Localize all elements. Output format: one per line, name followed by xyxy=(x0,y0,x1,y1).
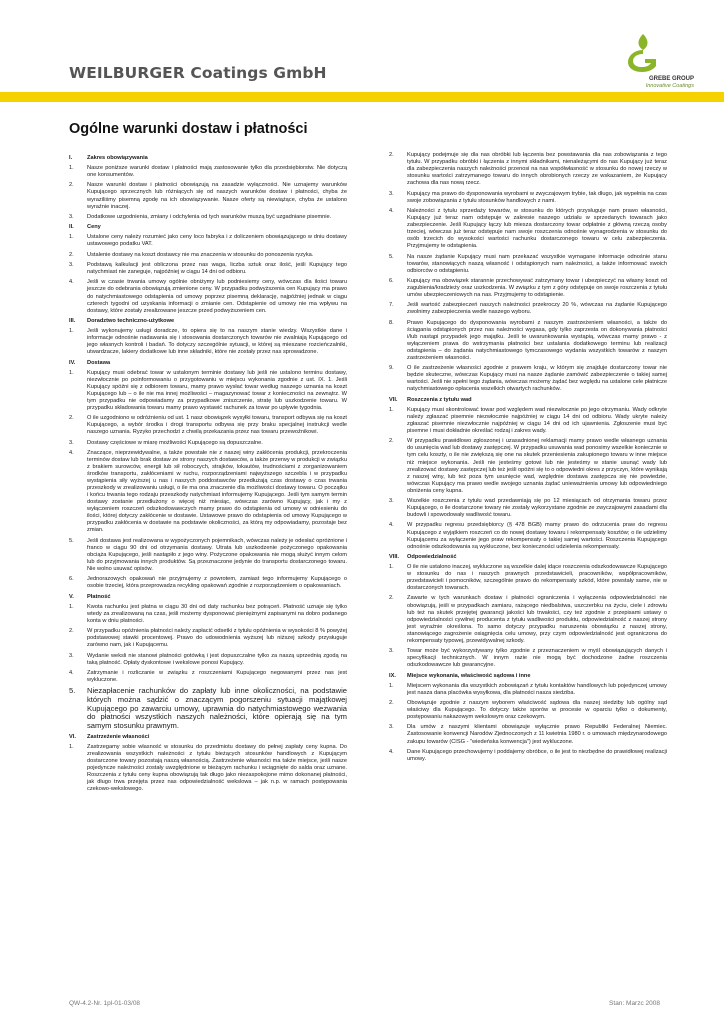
clause-number: 3. xyxy=(69,262,74,269)
clause-number: 2. xyxy=(389,699,394,706)
section-title: Dostawa xyxy=(87,359,111,366)
clause-number: 2. xyxy=(389,152,394,158)
clause-item xyxy=(389,648,667,669)
clause-text: Znaczące, nieprzewidywalne, a także powstałe nie z naszej winy zakłócenia produkcji, przekroczenia terminów dostaw lub brak dostaw ze strony naszych dostawców, a także przerwy w produkcji w związku z brakiem surowców, energii lub sił roboczych, strajków, lokautów, trudnościami z zorganizowaniem środków transportu, zakłóceniami w ruchu, rozporządzeniami najwyższego szczebla i w przypadku wystąpienia siły wyższej u nas i naszych poddostawców przedłużają czas dostawy o czas trwania przeszkody w zrealizowaniu usługi, o ile ma ona znaczenie dla możliwości dostawy towaru. O początku i końcu trwania tego rodzaju przeszkody natychmiast informujemy Kupującego. Jeśli tym samym termin dostawy zostanie przedłużony o więcej niż miesiąc, wówczas zarówno Kupujący, jak i my z wyłączeniem roszczeń odszkodowawczych mamy prawo do odstąpienia od umowy w odniesieniu do ilości, której dotyczy zakłócenie w dostawie. Ustawowe prawo do odstąpienia od umowy Kupującego w przypadku zakłócenia w dostawie na podstawie okoliczności, za którą my odpowiadamy, pozostaje bez zmian. xyxy=(87,449,347,534)
clause-text: Jeśli wykonujemy usługi doradcze, to opiera się to na naszym stanie wiedzy. Wszystkie dane i informacje odnośnie nadawania się i stosowania dostarczonych towarów nie zwalniają Kupującego od jego własnych kontroli i badań. To dotyczy szczególnie sytuacji, w której są mieszane rozcieńczalniki, utwardzacze, lakiery dodatkowe lub inne składniki, które nie zostały przez nas sprowadzone. xyxy=(87,328,347,356)
leaf-g-logo-icon xyxy=(620,30,666,74)
clause-text: Kwota rachunku jest płatna w ciągu 30 dni od daty rachunku bez potrąceń. Płatność uznaje się tylko wtedy za zrealizowaną na czas, jeśli możemy dysponować pieniężnymi zapisanymi na dobro podanego konta w dniu płatności. xyxy=(87,603,347,624)
clause-number: 6. xyxy=(69,576,74,583)
clause-text: Dodatkowe uzgodnienia, zmiany i odchylenia od tych warunków muszą być uzgadniane pisemnie. xyxy=(87,213,332,220)
clause-number: VIII. xyxy=(389,553,400,560)
clause-number: VI. xyxy=(69,733,76,740)
clause-number: 3. xyxy=(69,213,74,220)
clause-item xyxy=(389,302,667,316)
clause-item xyxy=(69,744,347,793)
clause-number: 3. xyxy=(389,724,394,731)
clause-item xyxy=(69,182,347,210)
clause-text: Zastrzegamy sobie własność w stosunku do przedmiotu dostawy do pełnej zapłaty ceny kupna. Do zrealizowania wszystkich należności z tytułu bieżących stosunków handlowych z Kupującym dostarczone towary pozostają naszą własnością. Zastrzeżenie własności ma także miejsce, jeśli nasze pojedyncze należności zostały uwzględnione w bieżącym rachunku i wciągnięte do salda oraz uznane. Roszczenia z tytułu ceny kupna obowiązują tak długo jako niezaspokojone mimo dokonanej płatności, jak długo trwa przejęta przez nas odpowiedzialność wekslowa – jak n.p. w ramach postępowania czekowo-wekslowego. xyxy=(87,743,347,792)
section-heading xyxy=(69,360,347,367)
clause-text: O ile uzgodniono w odróżnieniu od ust. 1 nasz obowiązek wysyłki towaru, transport odbywa się na koszt Kupującego, a wybór środka i drogi transportu odbywa się przy braku specjalnej instrukcji wedle naszego uznania. Ryzyko przechodzi z chwilą przekazania przez nas towaru przewoźnikowi. xyxy=(87,415,347,436)
clause-number: 8. xyxy=(389,319,394,326)
clause-number: 1. xyxy=(69,165,74,172)
clause-item xyxy=(69,252,347,259)
section-heading xyxy=(69,594,347,601)
header xyxy=(0,0,724,104)
clause-number: 3. xyxy=(389,498,394,505)
clause-item xyxy=(69,165,347,179)
clause-item xyxy=(389,407,667,435)
clause-item xyxy=(389,365,667,393)
clause-text: O ile zastrzeżenie własności zgodnie z prawem kraju, w którym się znajduje dostarczony towar nie będzie skuteczne, wówczas Kupujący musi na nasze żądanie zamówić zabezpieczenie o takiej samej wartości. Jeśli nie spełni tego żądania, wówczas możemy żądać bez względu na ustalone cele płatnicze natychmiastowego opłacenia wszelkich otwartych rachunków. xyxy=(407,365,667,393)
clause-text: Zatrzymanie i rozliczanie w związku z roszczeniami Kupującego negowanymi przez nas jest wykluczone. xyxy=(87,670,347,684)
clause-item xyxy=(69,687,347,730)
clause-item xyxy=(69,214,347,221)
clause-number: 4. xyxy=(69,449,74,456)
company-name: WEILBURGER Coatings GmbH xyxy=(69,64,327,82)
clause-text: W przypadku prawidłowo zgłoszonej i uzasadnionej reklamacji mamy prawo wedle własnego uznania do usunięcia wad lub dostawy zastępczej. W przypadku usuwania wad ponosimy wszelkie koniecznie w tym celu koszty, o ile nie zwiększą się one na skutek przeniesienia zakupionego towaru w inne miejsce niż miejsce wykonania. Jeśli nie jesteśmy gotowi lub nie jesteśmy w stanie usunąć wady lub zrealizować dostawy zastępczej lub też jeśli opóźni się to o odpowiedni okres z przyczyn, które wynikają z naszej winy, lub też poza tym usunięcie wad, względnie dostawa zastępcza się nie powiedzie, wówczas Kupujący ma prawo wedle swojego uznania żądać unieważnienia umowy lub odpowiedniego obniżenia ceny kupna. xyxy=(407,438,667,494)
section-heading xyxy=(389,554,667,561)
logo-group-text: GREBE GROUP xyxy=(648,76,694,82)
clause-item xyxy=(69,279,347,314)
section-heading xyxy=(389,673,667,680)
clause-item xyxy=(69,328,347,356)
clause-text: Nasze poniższe warunki dostaw i płatności mają zastosowanie tylko dla przedsiębiorstw. Nie dotyczą one konsumentów. xyxy=(87,165,347,179)
clause-text: Miejscem wykonania dla wszystkich zobowiązań z tytułu kontaktów handlowych lub pojedynczej umowy jest nasza dana placówka wysyłkowa, dla płatności nasza siedziba. xyxy=(407,682,667,696)
clause-item xyxy=(389,683,667,697)
clause-number: 1. xyxy=(69,234,74,241)
clause-text: Nasze warunki dostaw i płatności obowiązują na zasadzie wyłączności. Nie uznajemy warunków Kupującego sprzecznych lub różniących się od naszych warunków dostaw i płatności, chyba że wyraziliśmy pisemną zgodę na ich obowiązywanie. Nasze oferty są niewiążące, chyba że ustalono wyraźnie inaczej. xyxy=(87,182,347,210)
clause-text: Wydanie weksli nie stanowi płatności gotówką i jest dopuszczalne tylko za naszą uprzednią zgodą na taką płatność. Opłaty dyskontowe i wekslowe ponosi Kupujący. xyxy=(87,652,347,666)
clause-text: Jednorazowych opakowań nie przyjmujemy z powrotem, zamiast tego informujemy Kupującego o osobie trzeciej, która przeprowadza recykling opakowań zgodnie z rozporządzeniem o opakowaniach. xyxy=(87,576,347,590)
section-heading xyxy=(69,224,347,231)
clause-item xyxy=(389,498,667,519)
clause-text: Kupujący podejmuje się dla nas obróbki lub łączenia bez powstawania dla nas zobowiązania z tego tytułu. W przypadku obróbki i łączenia z innymi składnikami, nienależącymi do nas Kupujący już teraz dla zabezpieczenia naszych należności przenosi na nas współwłasność w stosunku do nowej rzeczy w stosunku wartości zatrzymanego towaru do innych obrobionych rzeczy ze wskazaniem, że Kupujący zachowa dla nas nową rzecz. xyxy=(407,152,667,187)
clause-number: 3. xyxy=(69,652,74,659)
clause-text: Dostawy częściowe w miarę możliwości Kupującego są dopuszczalne. xyxy=(87,439,263,446)
clause-text: Ustalenie dostawy na koszt dostawcy nie ma znaczenia w stosunku do ponoszenia ryzyka. xyxy=(87,251,314,258)
section-heading xyxy=(389,397,667,404)
clause-number: 4. xyxy=(389,748,394,755)
section-title: Doradztwo techniczno-użytkowe xyxy=(87,317,175,324)
clause-number: 2. xyxy=(69,415,74,422)
clause-text: Podstawą kalkulacji jest obliczona przez nas waga, liczba sztuk oraz ilość, jeśli Kupujący tego natychmiast nie zaneguje, najpóźniej w ciągu 14 dni od odbioru. xyxy=(87,262,347,276)
section-heading xyxy=(69,155,347,162)
clause-number: 1. xyxy=(389,564,394,570)
clause-text: Jeśli w czasie trwania umowy ogólnie obniżymy lub podniesiemy ceny, wówczas dla ilości towaru jeszcze do odebrania obowiązują zmienione ceny. W przypadku podwyższenia cen Kupujący ma prawo do natychmiastowego odstąpienia od umowy poprzez pisemną deklarację, najpóźniej jednak w ciągu czterech tygodni od uzyskania informacji o zmianie cen. Odstąpienie od umowy nie ma wpływu na dostawy, które zostały zrealizowane jeszcze przed podwyższeniem cen. xyxy=(87,279,347,314)
clause-number: 2. xyxy=(69,628,74,635)
clause-number: VII. xyxy=(389,396,398,403)
clause-number: III. xyxy=(69,317,76,324)
clause-number: 9. xyxy=(389,365,394,372)
accent-bar xyxy=(0,92,724,102)
clause-number: 2. xyxy=(389,595,394,602)
clause-item xyxy=(389,724,667,745)
clause-item xyxy=(69,628,347,649)
clause-item xyxy=(389,152,667,187)
clause-text: Jeśli wartość zabezpieczeń naszych należności przekroczy 20 %, wówczas na żądanie Kupującego zwolnimy zabezpieczenia wedle naszego wyboru. xyxy=(407,302,667,316)
clause-text: Kupujący ma obowiązek starannie przechowywać zatrzymany towar i ubezpieczyć na własny koszt od zagubienia/kradzieży oraz uszkodzenia. W związku z tym z góry odstępuje on swoje roszczenia z tytułu umów ubezpieczeniowych na nas. Przyjmujemy to odstąpienie. xyxy=(407,277,667,299)
clause-number: 2. xyxy=(69,251,74,258)
clause-item xyxy=(69,670,347,684)
clause-number: 7. xyxy=(389,302,394,309)
section-title: Odpowiedzialność xyxy=(407,553,457,560)
clause-number: 2. xyxy=(389,438,394,445)
clause-text: Dla umów z naszymi klientami obowiązuje wyłącznie prawo Republiki Federalnej Niemiec. Zastosowanie konwencji Narodów Zjednoczonych z 11 kwietnia 1980 r. o umowach międzynarodowego zakupu towarów (CISG - "wiedeńska konwencja") jest wykluczone. xyxy=(407,724,667,745)
clause-item xyxy=(69,262,347,276)
clause-number: 5. xyxy=(389,253,394,260)
clause-item xyxy=(69,370,347,412)
section-title: Miejsce wykonania, właściwość sądowa i inne xyxy=(407,672,531,679)
clause-text: Niezapłacenie rachunków do zapłaty lub inne okoliczności, na podstawie których można sądzić o znaczącym pogorszeniu sytuacji majątkowej Kupującego po zawarciu umowy, uprawnia do natychmiastowego wezwania do płatności wszystkich naszych należności, które opierają się na tym samym stosunku prawnym. xyxy=(87,686,347,730)
clause-text: Kupujący ma prawo do dysponowania wyrobami w zwyczajowym trybie, tak długo, jak wypełnia na czas swoje zobowiązania z tytułu stosunków handlowych z nami. xyxy=(407,190,667,204)
clause-text: Na nasze żądanie Kupujący musi nam przekazać wszystkie wymagane informacje odnośnie stanu towarów, stanowiących naszą własność i odstąpionych nam należności, a także informować swoich odbiorców o odstąpieniu. xyxy=(407,253,667,274)
clause-item xyxy=(69,415,347,436)
footer-document-code: QW-4.2-Nr. 1pl-01-03/08 xyxy=(69,1000,141,1007)
section-heading xyxy=(69,734,347,741)
clause-number: II. xyxy=(69,224,74,231)
clause-item xyxy=(389,700,667,721)
left-column xyxy=(69,152,347,796)
clause-number: I. xyxy=(69,155,73,161)
section-title: Zakres obowiązywania xyxy=(87,155,148,161)
clause-number: 4. xyxy=(389,522,394,529)
clause-number: 1. xyxy=(69,369,74,376)
clause-item xyxy=(389,438,667,494)
clause-number: IV. xyxy=(69,359,76,366)
clause-item xyxy=(389,254,667,275)
clause-item xyxy=(389,564,667,592)
clause-number: 1. xyxy=(389,406,394,413)
clause-number: 1. xyxy=(389,682,394,689)
clause-number: 3. xyxy=(389,648,394,655)
clause-number: 4. xyxy=(69,670,74,676)
clause-number: IX. xyxy=(389,672,396,679)
clause-item xyxy=(389,522,667,550)
clause-item xyxy=(389,595,667,644)
section-title: Zastrzeżenie własności xyxy=(87,733,150,740)
clause-item xyxy=(69,450,347,535)
clause-number: 3. xyxy=(389,190,394,197)
clause-number: 2. xyxy=(69,182,74,189)
clause-text: Wszelkie roszczenia z tytułu wad przedawniają się po 12 miesiącach od otrzymania towaru przez Kupującego, o ile dostarczone towary nie zostały wykorzystane zgodnie ze zwyczajowymi zasadami dla budowli i spowodowały wadliwość towaru. xyxy=(407,498,667,519)
section-heading xyxy=(69,318,347,325)
right-column xyxy=(389,152,667,766)
clause-text: Należności z tytułu sprzedaży towarów, w stosunku do których przysługuje nam prawo własności, Kupujący już teraz nam odstępuje w zakresie naszego udziału w sprzedanych towarach jako zabezpieczenie. Jeśli Kupujący łączy lub miesza dostarczony towar odpłatnie z główną rzeczą osoby trzeciej, wówczas już teraz odstępuje nam swoje roszczenia odnośnie wynagrodzenia w stosunku do osób trzecich do wysokości wartości rachunku dostarczonego towaru w celu zabezpieczenia. Przyjmujemy te odstąpienia. xyxy=(407,207,667,250)
section-title: Płatność xyxy=(87,593,111,600)
clause-text: W przypadku regresu przedsiębiorcy (§ 478 BGB) mamy prawo do odrzucenia praw do regresu Kupującego z wyjątkiem roszczeń co do nowej dostawy towaru i rekompensaty kosztów; o ile udzielimy Kupującemu za wyłączenie jego praw rekompensaty o takiej samej wartości. Roszczenia Kupującego odnośnie odszkodowania są wykluczone, bez konieczności udzielenia rekompensaty. xyxy=(407,522,667,550)
clause-text: Towar może być wykorzystywany tylko zgodnie z przeznaczeniem w myśl obowiązujących danych i specyfikacji technicznych. W innym razie nie mogą być dochodzone żadne roszczenia odszkodowawcze lub gwarancyjne. xyxy=(407,648,667,669)
clause-number: 5. xyxy=(69,686,76,696)
page-title: Ogólne warunki dostaw i płatności xyxy=(69,121,308,137)
clause-text: Zawarte w tych warunkach dostaw i płatności ograniczenia i wyłączenia odpowiedzialności nie obowiązują, jeśli w przypadkach zamiaru, rażącego niedbalstwa, uszczerbku na życiu, ciele i zdrowiu lub też na skutek przejętej gwarancji jakości lub trwałości, czy też zgodnie z przepisami ustawy o odpowiedzialności cywilnej producenta z tytułu wadliwości produktu, odpowiedzialność z naszej strony jest wyraźnie określona. To samo dotyczy przypadku naruszenia obowiązku z naszej strony, stanowiącego zagrożenie osiągnięcia celu umowy, przy czym odpowiedzialność jest ograniczona do rekompensaty typowej, przewidywalnej szkody. xyxy=(407,595,667,644)
clause-item xyxy=(389,208,667,250)
clause-number: 6. xyxy=(389,277,394,284)
clause-text: Jeśli dostawa jest realizowana w wypożyczonych pojemnikach, wówczas należy je odesłać opróżnione i franco w ciągu 90 dni od otrzymania dostawy. Utrata lub uszkodzenie pożyczonego opakowania obciąża Kupującego, jeśli nastąpiło z jego winy. Pożyczone opakowania nie mogą służyć innym celom lub do przyjmowania innych produktów. Są przeznaczone jedynie do transportu dostarczonego towaru. Nie wolno usuwać opisów. xyxy=(87,537,347,572)
clause-text: Ustalone ceny należy rozumieć jako ceny loco fabryka i z doliczeniem obowiązującego w dniu dostawy ustawowego podatku VAT. xyxy=(87,234,347,248)
clause-number: 1. xyxy=(69,743,74,750)
clause-number: 1. xyxy=(69,603,74,610)
clause-number: 5. xyxy=(69,537,74,544)
clause-text: Dane Kupującego przechowujemy i poddajemy obróbce, o ile jest to niezbędne do prawidłowej realizacji umowy. xyxy=(407,748,667,762)
clause-text: Prawo Kupującego do dysponowania wyrobami z naszym zastrzeżeniem własności, a także do ściągania odstąpionych przez nas należności wygasa, gdy tylko zaprzesta on dokonywania płatności i/lub nastąpi przypadek jego majątku. Jeśli te uwarunkowania wystąpią, wówczas mamy prawo - z wyłączeniem prawa do wstrzymania płatności bez ustalania dodatkowego terminu lub realizacji odstąpienia – do żądania natychmiastowego tymczasowego wydania wszystkich towarów z naszym zastrzeżeniem własności. xyxy=(407,319,667,361)
clause-item xyxy=(389,278,667,299)
clause-item xyxy=(69,604,347,625)
footer-status-date: Stan: Marzc 2008 xyxy=(609,1000,660,1007)
clause-number: V. xyxy=(69,593,74,600)
clause-number: 4. xyxy=(69,279,74,286)
section-title: Roszczenia z tytułu wad xyxy=(407,396,472,403)
clause-item xyxy=(69,440,347,447)
clause-item xyxy=(69,538,347,573)
clause-item xyxy=(69,653,347,667)
clause-text: Obowiązuje zgodnie z naszym wyborem właściwość sądowa dla naszej siedziby lub ogólny sąd właściwy dla Kupującego. To dotyczy także sporów w procesie w oparciu tylko o dokumenty, postępowaniu nakazowym wekslowym oraz czekowym. xyxy=(407,699,667,721)
clause-item xyxy=(389,191,667,205)
section-title: Ceny xyxy=(87,224,101,231)
clause-text: Kupujący musi odebrać towar w ustalonym terminie dostawy lub jeśli nie ustalono terminu dostawy, niezwłocznie po poinformowaniu o przygotowaniu w miejscu wykonania zgodnie z ust. IX. 1. Jeśli Kupujący spóźni się z odbiorem towaru, mamy prawo wysłać towar według naszego uznania na koszt Kupującego lub – o ile nie ma innej możliwości – magazynować towar z konieczności na zewnątrz. W tym przypadku nie odpowiadamy za przypadkowe zniszczenie, stratę lub uszkodzenie towaru. W przypadku składowania towaru mamy prawo wystawić rachunek za towar po upływie tygodnia. xyxy=(87,369,347,411)
clause-item xyxy=(69,234,347,248)
logo-tagline: Innovative Coatings xyxy=(645,83,694,89)
clause-number: 4. xyxy=(389,207,394,214)
clause-number: 3. xyxy=(69,439,74,446)
clause-item xyxy=(389,320,667,362)
clause-number: 1. xyxy=(69,328,74,335)
clause-text: Kupujący musi skontrolować towar pod względem wad niezwłocznie po jego otrzymaniu. Wady odkryte należy zgłaszać pisemnie niezwłocznie najpóźniej w ciągu 14 dni od odbioru. Wady ukryte należy zgłaszać pisemnie niezwłocznie najpóźniej w ciągu 14 dni od ich ujawnienia. Zgłoszenie musi być pisemne i musi dokładnie określać rodzaj i zakres wady. xyxy=(407,406,667,435)
clause-text: O ile nie ustalono inaczej, wykluczone są wszelkie dalej idące roszczenia odszkodowawcze Kupującego w stosunku do nas i naszych prawnych przedstawicieli, pracowników, współpracowników, przedstawicieli i pomocników, szczególnie prawo do rekompensaty szkód, które powstały same, nie w dostarczonych towarach. xyxy=(407,564,667,592)
clause-item xyxy=(69,576,347,590)
clause-item xyxy=(389,749,667,763)
clause-text: W przypadku opóźnienia płatności należy zapłacić odsetki z tytułu opóźnienia w wysokości 8 % powyżej podstawowej stawki procentowej. Prawo do udowodnienia wyższej lub niższej szkody przysługuje zarówno nam, jak i Kupującemu. xyxy=(87,628,347,649)
